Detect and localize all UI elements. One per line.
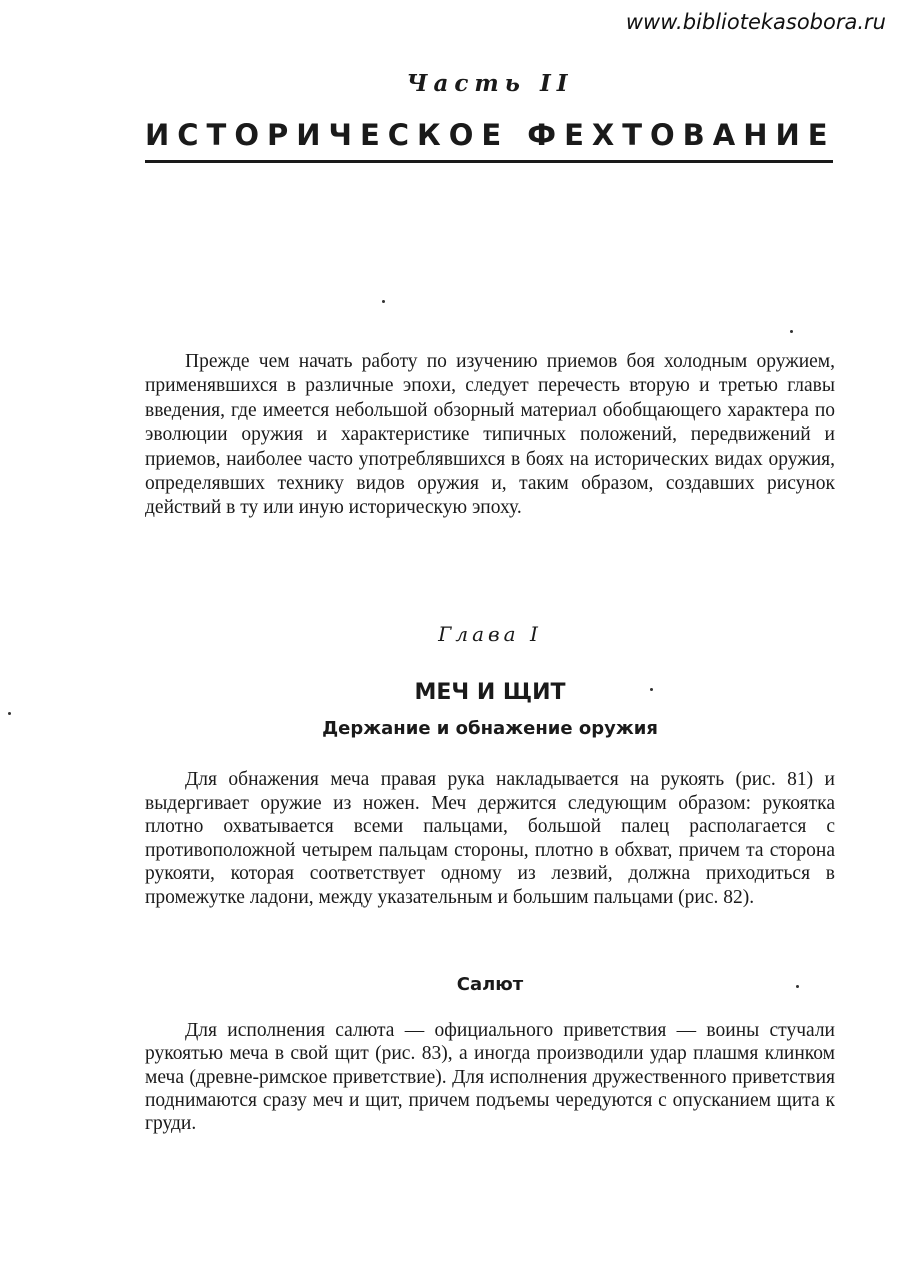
print-speck <box>382 300 385 303</box>
subsection-heading-salute: Салют <box>456 974 524 995</box>
print-speck <box>796 985 799 988</box>
subsection-paragraph-salute: Для исполнения салюта — официального приветствия — воины стучали рукоятью меча в свой щит (рис. 83), а иногда производили удар плашмя клинком меча (древне-римское приветствие). Для исполнения дружественного приветствия поднимаются сразу меч и щит, причем подъемы чередуются с опусканием щита к груди. <box>145 1020 835 1135</box>
print-speck <box>650 688 653 691</box>
section-title: ИСТОРИЧЕСКОЕ ФЕХТОВАНИЕ <box>145 118 836 152</box>
watermark: www.bibliotekasobora.ru <box>625 10 886 34</box>
print-speck <box>790 330 793 333</box>
title-underline <box>145 160 833 163</box>
subsection-heading-holding: Держание и обнажение оружия <box>322 718 658 739</box>
part-label: Часть II <box>406 70 574 97</box>
print-speck <box>8 712 11 715</box>
intro-paragraph: Прежде чем начать работу по изучению приемов боя холодным оружием, применявшихся в различные эпохи, следует перечесть вторую и третью главы введения, где имеется небольшой обзорный материал обобщающего характера по эволюции оружия и характеристике типичных положений, передвижений и приемов, наиболее часто употреблявшихся в боях на исторических видах оружия, определявших технику видов оружия и, таким образом, создавших рисунок действий в ту или иную историческую эпоху. <box>145 351 835 519</box>
chapter-title: МЕЧ И ЩИТ <box>414 680 566 705</box>
subsection-paragraph-holding: Для обнажения меча правая рука накладывается на рукоять (рис. 81) и выдергивает оружие из ножен. Меч держится следующим образом: рукоятка плотно охватывается всеми пальцами, большой палец располагается с противоположной четырем пальцам стороны, плотно в обхват, причем та сторона рукояти, которая соответствует одному из лезвий, должна приходиться в промежутке ладони, между указательным и большим пальцами (рис. 82). <box>145 769 835 908</box>
chapter-label: Глава I <box>438 622 542 646</box>
